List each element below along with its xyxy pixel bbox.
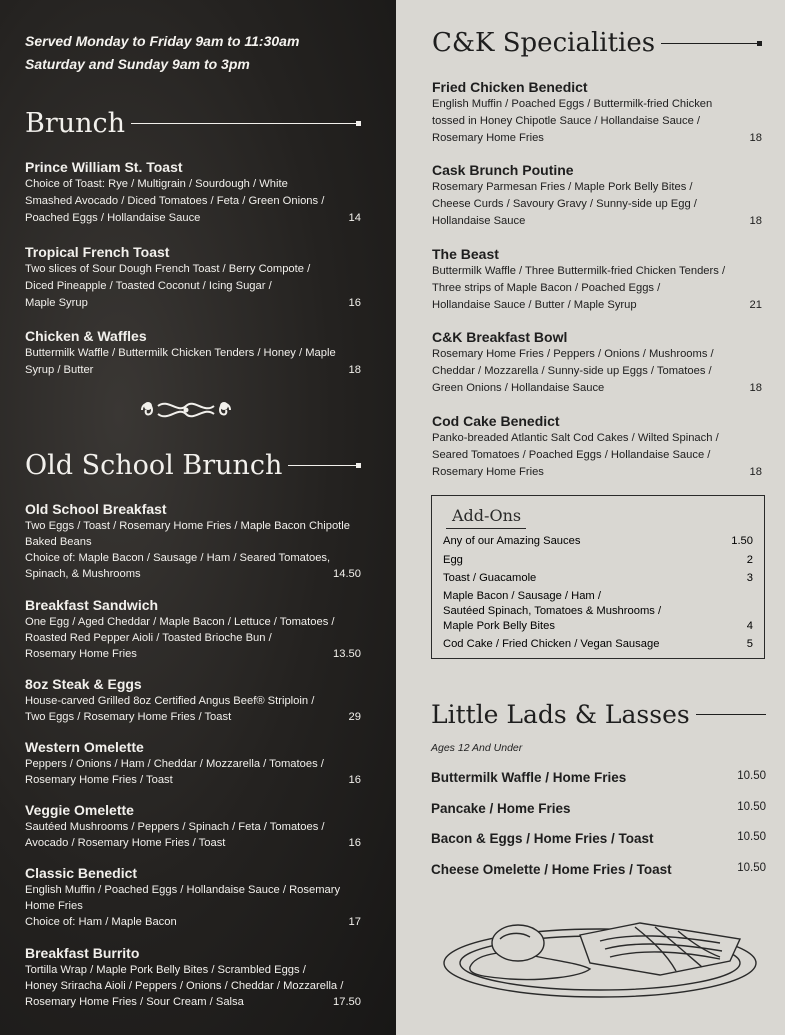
item-price: 17.50 — [333, 996, 361, 1008]
kids-item-price: 10.50 — [737, 801, 766, 813]
item-name: Fried Chicken Benedict — [432, 79, 588, 95]
menu-item-classic-benedict — [25, 864, 361, 930]
item-desc: Spinach, & Mushrooms — [25, 568, 141, 580]
item-desc: Peppers / Onions / Ham / Cheddar / Mozzarella / Tomatoes / — [25, 758, 324, 770]
kids-title: Little Lads & Lasses — [431, 700, 690, 729]
item-name: Breakfast Sandwich — [25, 597, 159, 613]
item-desc: Rosemary Home Fries / Toast — [25, 774, 173, 786]
addon-row — [443, 619, 753, 634]
menu-item-breakfast-bowl — [432, 328, 762, 397]
item-desc: Baked Beans — [25, 536, 92, 548]
item-desc: Honey Sriracha Aioli / Peppers / Onions / Cheddar / Mozzarella / — [25, 980, 344, 992]
kids-item — [431, 862, 766, 877]
item-name: Classic Benedict — [25, 865, 138, 881]
kids-item — [431, 770, 766, 785]
item-desc: Two Eggs / Rosemary Home Fries / Toast — [25, 711, 232, 723]
item-name: Chicken & Waffles — [25, 328, 147, 344]
item-desc: Buttermilk Waffle / Three Buttermilk-fried Chicken Tenders / — [432, 265, 726, 277]
addon-price: 1.50 — [731, 535, 753, 547]
item-price: 14.50 — [333, 568, 361, 580]
breakfast-plate-icon — [440, 905, 762, 1005]
item-name: Western Omelette — [25, 739, 144, 755]
addon-row — [443, 534, 753, 549]
menu-item-tropical-french-toast — [25, 243, 361, 312]
item-desc: Hollandaise Sauce — [432, 215, 526, 227]
old-school-heading-rule — [288, 465, 361, 466]
flourish-ornament-icon — [138, 396, 234, 424]
item-desc: English Muffin / Poached Eggs / Buttermilk-fried Chicken — [432, 98, 713, 110]
item-name: C&K Breakfast Bowl — [432, 329, 568, 345]
menu-item-old-school-breakfast — [25, 500, 361, 582]
addon-row — [443, 571, 753, 586]
addon-label: Maple Pork Belly Bites — [443, 620, 555, 632]
item-desc: Choice of: Maple Bacon / Sausage / Ham / Seared Tomatoes, — [25, 552, 331, 564]
item-desc: Panko-breaded Atlantic Salt Cod Cakes / Wilted Spinach / — [432, 432, 719, 444]
menu-item-western-omelette — [25, 738, 361, 788]
item-desc: Tortilla Wrap / Maple Pork Belly Bites / Scrambled Eggs / — [25, 964, 306, 976]
kids-subtitle: Ages 12 And Under — [431, 742, 523, 754]
kids-item-name: Cheese Omelette / Home Fries / Toast — [431, 862, 672, 877]
addons-title-rule — [446, 528, 526, 529]
item-price: 29 — [348, 711, 361, 723]
item-desc: Home Fries — [25, 900, 83, 912]
item-price: 16 — [348, 297, 361, 309]
menu-item-cask-brunch-poutine — [432, 161, 762, 230]
item-desc: Rosemary Parmesan Fries / Maple Pork Belly Bites / — [432, 181, 693, 193]
item-desc: Syrup / Butter — [25, 364, 94, 376]
item-price: 16 — [348, 774, 361, 786]
item-name: The Beast — [432, 246, 499, 262]
item-name: Cask Brunch Poutine — [432, 162, 574, 178]
addon-row — [443, 553, 753, 568]
item-desc: Rosemary Home Fries — [432, 466, 544, 478]
item-price: 17 — [348, 916, 361, 928]
item-desc: Diced Pineapple / Toasted Coconut / Icing Sugar / — [25, 280, 272, 292]
addon-row — [443, 604, 753, 619]
item-name: Cod Cake Benedict — [432, 413, 560, 429]
addon-label: Sautéed Spinach, Tomatoes & Mushrooms / — [443, 605, 662, 617]
item-desc: English Muffin / Poached Eggs / Hollandaise Sauce / Rosemary — [25, 884, 341, 896]
kids-heading-rule — [696, 714, 766, 715]
kids-item-price: 10.50 — [737, 831, 766, 843]
item-desc: Poached Eggs / Hollandaise Sauce — [25, 212, 201, 224]
brunch-heading — [25, 108, 361, 139]
addon-price: 2 — [746, 554, 753, 566]
old-school-title: Old School Brunch — [25, 450, 283, 481]
item-desc: Sautéed Mushrooms / Peppers / Spinach / Feta / Tomatoes / — [25, 821, 325, 833]
specialities-title: C&K Specialities — [432, 28, 656, 58]
item-name: Veggie Omelette — [25, 802, 134, 818]
addons-title: Add-Ons — [452, 506, 522, 525]
kids-item-price: 10.50 — [737, 862, 766, 874]
addon-label: Maple Bacon / Sausage / Ham / — [443, 590, 601, 602]
item-desc: Three strips of Maple Bacon / Poached Eggs / — [432, 282, 661, 294]
item-desc: Rosemary Home Fries — [432, 132, 544, 144]
addon-label: Cod Cake / Fried Chicken / Vegan Sausage — [443, 638, 660, 650]
kids-item-name: Buttermilk Waffle / Home Fries — [431, 770, 627, 785]
item-desc: Smashed Avocado / Diced Tomatoes / Feta / Green Onions / — [25, 195, 325, 207]
menu-item-veggie-omelette — [25, 801, 361, 851]
addon-label: Egg — [443, 554, 463, 566]
item-price: 18 — [749, 466, 762, 478]
item-name: Tropical French Toast — [25, 244, 170, 260]
item-desc: Choice of Toast: Rye / Multigrain / Sourdough / White — [25, 178, 288, 190]
item-desc: Choice of: Ham / Maple Bacon — [25, 916, 177, 928]
weekend-hours: Saturday and Sunday 9am to 3pm — [25, 56, 250, 72]
addon-price: 5 — [746, 638, 753, 650]
item-desc: Two Eggs / Toast / Rosemary Home Fries / Maple Bacon Chipotle — [25, 520, 350, 532]
item-price: 14 — [348, 212, 361, 224]
item-price: 18 — [749, 382, 762, 394]
item-desc: One Egg / Aged Cheddar / Maple Bacon / Lettuce / Tomatoes / — [25, 616, 335, 628]
menu-item-prince-william — [25, 158, 361, 227]
kids-item-name: Pancake / Home Fries — [431, 801, 571, 816]
item-desc: Two slices of Sour Dough French Toast / Berry Compote / — [25, 263, 311, 275]
addon-row — [443, 637, 753, 652]
menu-item-chicken-waffles — [25, 327, 361, 379]
kids-item — [431, 801, 766, 816]
kids-item-name: Bacon & Eggs / Home Fries / Toast — [431, 831, 654, 846]
item-price: 21 — [749, 299, 762, 311]
item-desc: Seared Tomatoes / Poached Eggs / Hollandaise Sauce / — [432, 449, 711, 461]
menu-item-steak-eggs — [25, 675, 361, 725]
item-name: Prince William St. Toast — [25, 159, 183, 175]
brunch-title: Brunch — [25, 108, 126, 139]
item-price: 13.50 — [333, 648, 361, 660]
item-desc: Avocado / Rosemary Home Fries / Toast — [25, 837, 226, 849]
menu-item-cod-cake-benedict — [432, 412, 762, 481]
item-desc: Rosemary Home Fries / Sour Cream / Salsa — [25, 996, 244, 1008]
addon-price: 4 — [746, 620, 753, 632]
specialities-heading — [432, 28, 762, 58]
item-price: 18 — [749, 215, 762, 227]
item-price: 16 — [348, 837, 361, 849]
item-desc: tossed in Honey Chipotle Sauce / Hollandaise Sauce / — [432, 115, 701, 127]
item-desc: Rosemary Home Fries / Peppers / Onions / Mushrooms / — [432, 348, 714, 360]
item-desc: Green Onions / Hollandaise Sauce — [432, 382, 605, 394]
kids-item — [431, 831, 766, 846]
service-hours — [25, 30, 299, 76]
item-name: Breakfast Burrito — [25, 945, 140, 961]
addon-price: 3 — [746, 572, 753, 584]
menu-item-the-beast — [432, 245, 762, 314]
item-desc: Hollandaise Sauce / Butter / Maple Syrup — [432, 299, 637, 311]
specialities-heading-rule — [661, 43, 762, 44]
item-desc: Cheese Curds / Savoury Gravy / Sunny-side up Egg / — [432, 198, 697, 210]
item-desc: Roasted Red Pepper Aioli / Toasted Brioche Bun / — [25, 632, 272, 644]
kids-item-price: 10.50 — [737, 770, 766, 782]
addons-box — [431, 495, 765, 659]
item-desc: Rosemary Home Fries — [25, 648, 137, 660]
item-desc: House-carved Grilled 8oz Certified Angus Beef® Striploin / — [25, 695, 315, 707]
kids-heading — [431, 700, 766, 729]
weekday-hours: Served Monday to Friday 9am to 11:30am — [25, 33, 300, 49]
addon-label: Toast / Guacamole — [443, 572, 537, 584]
addon-row — [443, 589, 753, 604]
brunch-heading-rule — [131, 123, 361, 124]
item-price: 18 — [749, 132, 762, 144]
item-desc: Maple Syrup — [25, 297, 88, 309]
item-name: 8oz Steak & Eggs — [25, 676, 142, 692]
item-desc: Cheddar / Mozzarella / Sunny-side up Eggs / Tomatoes / — [432, 365, 712, 377]
menu-item-fried-chicken-benedict — [432, 78, 762, 147]
item-desc: Buttermilk Waffle / Buttermilk Chicken Tenders / Honey / Maple — [25, 347, 336, 359]
menu-item-breakfast-sandwich — [25, 596, 361, 662]
menu-item-breakfast-burrito — [25, 944, 361, 1010]
item-name: Old School Breakfast — [25, 501, 167, 517]
item-price: 18 — [348, 364, 361, 376]
addon-label: Any of our Amazing Sauces — [443, 535, 581, 547]
old-school-heading — [25, 450, 361, 481]
